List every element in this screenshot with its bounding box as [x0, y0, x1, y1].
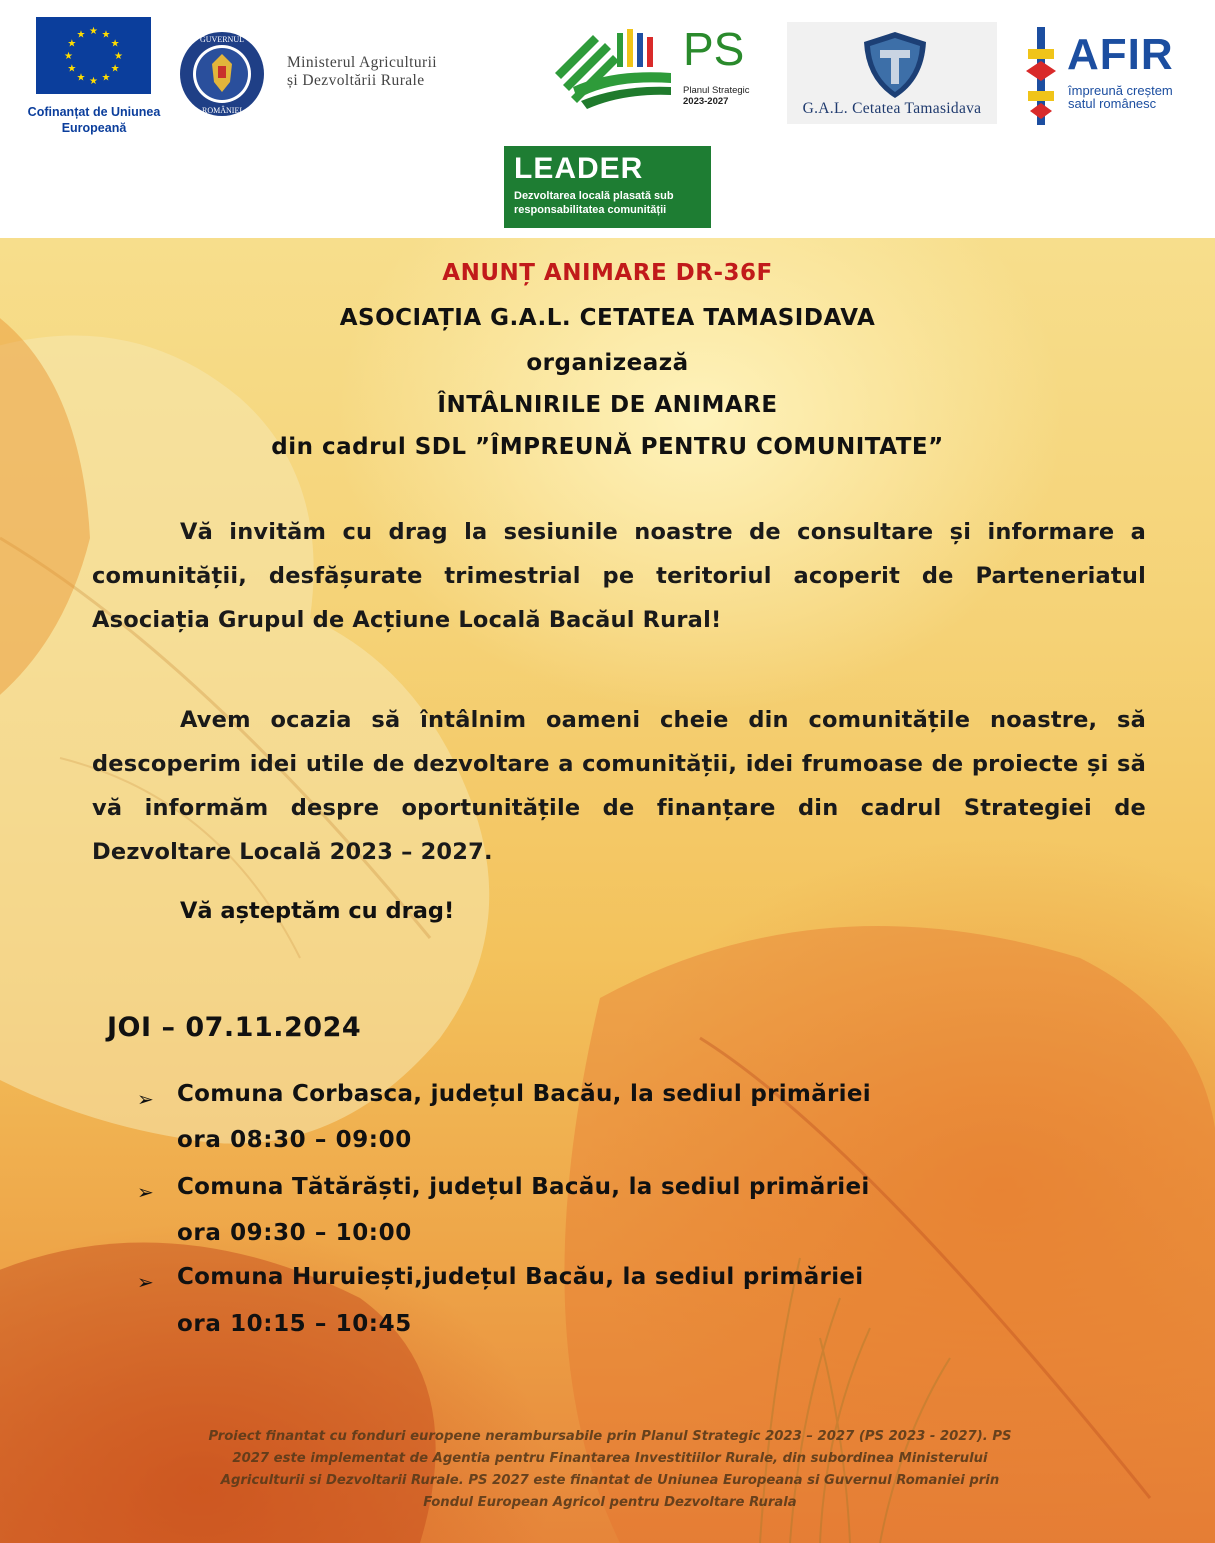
eu-star-icon: ★ — [76, 29, 86, 41]
afir-wordmark: AFIR — [1067, 30, 1174, 79]
eu-star-icon: ★ — [89, 26, 98, 37]
ministry-name: Ministerul Agriculturii și Dezvoltării Rurale — [287, 54, 437, 89]
svg-text:ROMÂNIEI: ROMÂNIEI — [202, 106, 242, 115]
leader-title: LEADER — [514, 152, 644, 185]
eu-star-icon: ★ — [67, 63, 77, 75]
svg-text:GUVERNUL: GUVERNUL — [200, 35, 244, 44]
logo-strip — [0, 0, 1215, 238]
eu-star-icon: ★ — [101, 29, 111, 41]
ps-wordmark: PS — [683, 23, 745, 75]
schedule-time: ora 09:30 – 10:00 — [177, 1220, 412, 1246]
eu-star-icon: ★ — [110, 63, 120, 75]
government-seal-logo — [178, 30, 266, 118]
announcement-poster — [0, 238, 1215, 1543]
eu-star-icon: ★ — [64, 51, 73, 62]
meeting-date: JOI – 07.11.2024 — [107, 1012, 362, 1043]
leader-logo — [504, 146, 711, 228]
eu-flag-logo — [36, 17, 151, 94]
schedule-time: ora 08:30 – 09:00 — [177, 1127, 412, 1153]
eu-star-icon: ★ — [76, 72, 86, 84]
leader-subtitle: Dezvoltarea locală plasată sub responsabilitatea comunității — [514, 190, 674, 216]
eu-star-icon: ★ — [114, 51, 123, 62]
funding-disclaimer: Proiect finantat cu fonduri europene nerambursabile prin Planul Strategic 2023 – 2027 (PS 2023 - 2027). PS 2027 este implementat de Agentia pentru Finantarea Investitiilor Rurale, din subordinea Ministerului Agriculturii si Dezvoltarii Rurale. PS 2027 este finantat de Uniunea Europeana si Guvernul Romaniei prin Fondul European Agricol pentru Dezvoltare Rurala — [208, 1429, 1012, 1510]
gal-name: G.A.L. Cetatea Tamasidava — [802, 100, 982, 117]
ps-stripes-icon — [553, 25, 675, 111]
arrow-bullet-icon: ➢ — [137, 1270, 154, 1294]
arrow-bullet-icon: ➢ — [137, 1087, 154, 1111]
gal-shield-icon — [862, 30, 928, 100]
eu-cofinancing-caption: Cofinanțat de Uniunea Europeană — [27, 105, 161, 135]
schedule-time: ora 10:15 – 10:45 — [177, 1311, 412, 1337]
announcement-headline: ANUNȚ ANIMARE DR-36F — [442, 260, 773, 286]
schedule-location: Comuna Tătărăști, județul Bacău, la sediul primăriei — [177, 1174, 870, 1200]
ps-subtitle: Planul Strategic 2023-2027 — [683, 85, 750, 107]
eu-star-icon: ★ — [67, 38, 77, 50]
invitation-paragraph: Vă invităm cu drag la sesiunile noastre de consultare și informare a comunității, desfășurate trimestrial pe teritoriul acoperit de Parteneriatul Asociația Grupul de Acțiune Locală Bacăul Rural! — [92, 519, 1146, 633]
organizer-verb: organizează — [526, 350, 689, 376]
opportunity-paragraph: Avem ocazia să întâlnim oameni cheie din comunitățile noastre, să descoperim idei utile de dezvoltare a comunității, idei frumoase de proiecte și să vă informăm despre oportunitățile de finanțare din cadrul Strategiei de Dezvoltare Locală 2023 – 2027. — [92, 707, 1146, 865]
eu-stars-icon — [36, 17, 151, 94]
eu-star-icon: ★ — [110, 38, 120, 50]
afir-motif-icon — [1024, 27, 1058, 125]
eu-star-icon: ★ — [89, 76, 98, 87]
schedule-location: Comuna Huruiești,județul Bacău, la sediul primăriei — [177, 1264, 864, 1290]
schedule-location: Comuna Corbasca, județul Bacău, la sediul primăriei — [177, 1081, 871, 1107]
arrow-bullet-icon: ➢ — [137, 1180, 154, 1204]
afir-tagline: împreună creștem satul românesc — [1068, 83, 1173, 111]
organizer-name: ASOCIAȚIA G.A.L. CETATEA TAMASIDAVA — [339, 305, 876, 331]
eu-star-icon: ★ — [101, 72, 111, 84]
event-context: din cadrul SDL ”ÎMPREUNĂ PENTRU COMUNITATE” — [271, 434, 944, 460]
event-title: ÎNTÂLNIRILE DE ANIMARE — [437, 392, 778, 418]
closing-line: Vă așteptăm cu drag! — [180, 898, 455, 924]
